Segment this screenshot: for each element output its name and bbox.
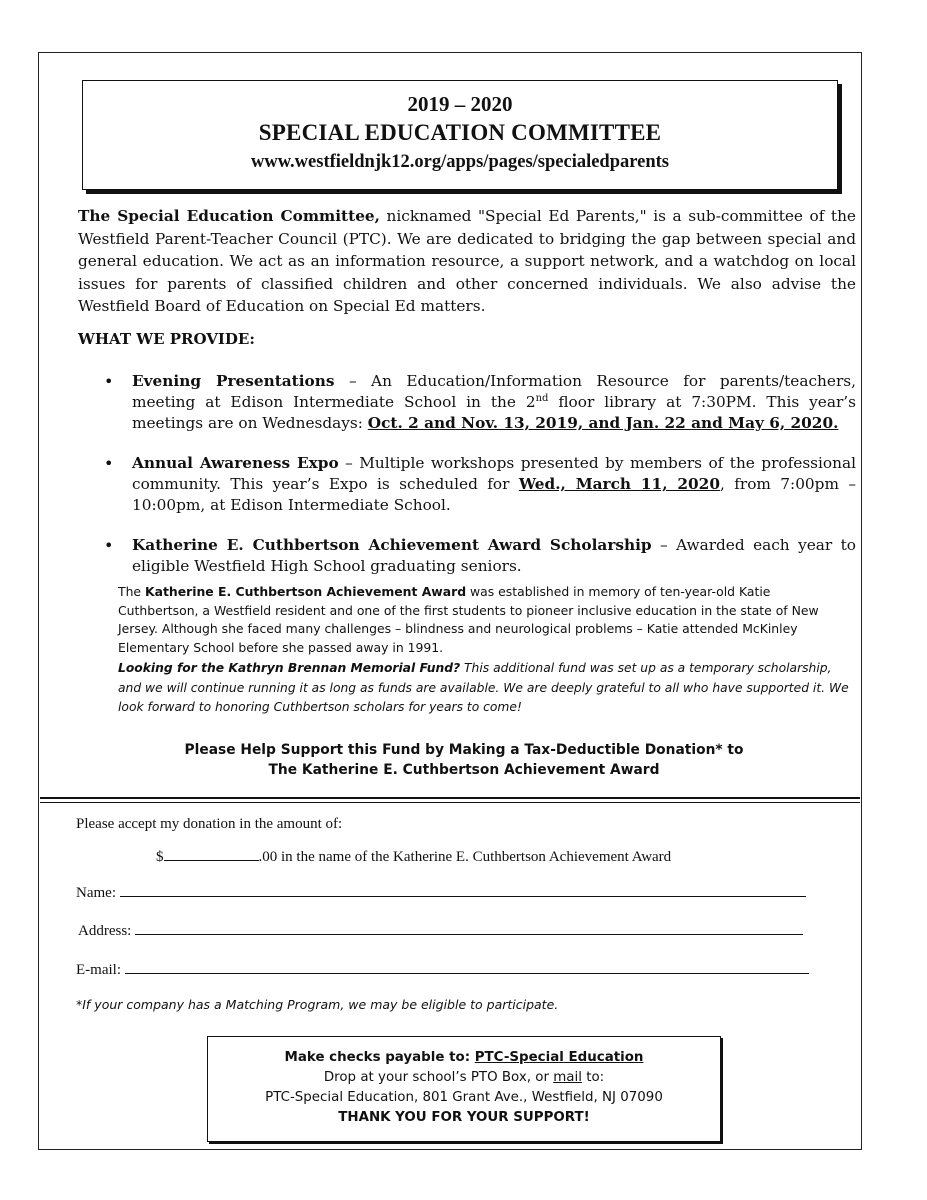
bullet-evening-presentations bbox=[104, 371, 856, 434]
amount-line bbox=[156, 846, 671, 866]
drop-prefix: Drop at your school’s PTO Box, or bbox=[323, 1070, 554, 1085]
memorial-text: This additional fund was set up as a temporary scholarship, and we will continue running it as long as funds are available. We are deeply grateful to all who have supported it. We look forward to honoring Cuthbertson scholars for years to come! bbox=[118, 661, 849, 714]
address-field[interactable] bbox=[135, 920, 803, 935]
support-appeal bbox=[150, 740, 778, 780]
bullet-text: , from 7:00pm – 10:00pm, at Edison Intermediate School. bbox=[132, 475, 857, 514]
email-field[interactable] bbox=[125, 959, 809, 974]
amount-text: .00 in the name of the Katherine E. Cuthbertson Achievement Award bbox=[258, 849, 672, 865]
amount-input[interactable] bbox=[164, 846, 259, 861]
checks-info-box bbox=[207, 1036, 721, 1142]
bullet-text: – An Education/Information Resource for parents/teachers, meeting at Edison Intermediate School in the 2 bbox=[132, 372, 856, 411]
bullet-icon: • bbox=[104, 536, 114, 555]
header-title: SPECIAL EDUCATION COMMITTEE bbox=[258, 120, 662, 145]
award-name: Katherine E. Cuthbertson Achievement Award bbox=[144, 584, 467, 599]
header-url[interactable]: www.westfieldnjk12.org/apps/pages/specialedparents bbox=[251, 152, 669, 172]
bullet-icon: • bbox=[104, 372, 114, 391]
bullet-text: floor library at 7:30PM. This year’s meetings are on Wednesdays: bbox=[132, 393, 856, 432]
divider-thin bbox=[40, 802, 860, 803]
payable-to: PTC-Special Education bbox=[474, 1050, 644, 1065]
bullet-title: Annual Awareness Expo bbox=[132, 454, 339, 472]
mailing-address: PTC-Special Education, 801 Grant Ave., Westfield, NJ 07090 bbox=[265, 1090, 663, 1105]
bullet-title: Evening Presentations bbox=[132, 372, 335, 390]
matching-program-note: *If your company has a Matching Program, we may be eligible to participate. bbox=[76, 997, 559, 1012]
name-label: Name: bbox=[76, 885, 116, 901]
memorial-fund-note bbox=[118, 659, 854, 718]
email-label: E-mail: bbox=[76, 962, 121, 978]
award-prefix: The bbox=[118, 584, 145, 599]
support-line-2: The Katherine E. Cuthbertson Achievement Award bbox=[268, 762, 660, 778]
header-year: 2019 – 2020 bbox=[407, 92, 513, 116]
mail-link[interactable]: mail bbox=[553, 1070, 582, 1085]
drop-line bbox=[208, 1068, 720, 1088]
meeting-dates: Oct. 2 and Nov. 13, 2019, and Jan. 22 and May 6, 2020. bbox=[367, 414, 839, 432]
name-field[interactable] bbox=[120, 882, 806, 897]
bullet-text: – Multiple workshops presented by members of the professional community. This year’s Expo is scheduled for bbox=[132, 454, 856, 493]
payable-prefix: Make checks payable to: bbox=[284, 1050, 475, 1065]
header-box bbox=[82, 80, 838, 190]
address-line bbox=[78, 920, 803, 940]
intro-body: nicknamed "Special Ed Parents," is a sub-committee of the Westfield Parent-Teacher Council (PTC). We are dedicated to bridging the gap between special and general education. We act as an information resource, a support network, and a watchdog on local issues for parents of classified children and other concerned individuals. We also advise the Westfield Board of Education on Special Ed matters. bbox=[78, 207, 856, 315]
bullet-icon: • bbox=[104, 454, 114, 473]
award-text: was established in memory of ten-year-old Katie Cuthbertson, a Westfield resident and one of the first students to pioneer inclusive education in the state of New Jersey. Although she faced many challenges – blindness and neurological problems – Katie attended McKinley Elementary School before she passed away in 1991. bbox=[118, 584, 819, 655]
drop-suffix: to: bbox=[581, 1070, 605, 1085]
bullet-awareness-expo bbox=[104, 453, 857, 516]
address-label: Address: bbox=[78, 923, 132, 939]
memorial-lead: Looking for the Kathryn Brennan Memorial Fund? bbox=[118, 661, 461, 675]
payable-line bbox=[208, 1048, 720, 1068]
support-line-1: Please Help Support this Fund by Making a Tax-Deductible Donation* to bbox=[184, 742, 744, 758]
divider-thick bbox=[40, 797, 860, 799]
bullet-scholarship bbox=[104, 535, 856, 577]
donation-intro: Please accept my donation in the amount of: bbox=[76, 816, 343, 832]
dollar-sign: $ bbox=[156, 849, 164, 865]
superscript: nd bbox=[535, 392, 549, 404]
thank-you: THANK YOU FOR YOUR SUPPORT! bbox=[338, 1110, 590, 1125]
award-description bbox=[118, 583, 848, 657]
bullet-text: – Awarded each year to eligible Westfield High School graduating seniors. bbox=[132, 536, 856, 575]
name-line bbox=[76, 882, 806, 902]
intro-paragraph bbox=[78, 205, 856, 318]
email-line bbox=[76, 959, 809, 979]
expo-date: Wed., March 11, 2020 bbox=[518, 475, 720, 493]
bullet-title: Katherine E. Cuthbertson Achievement Award Scholarship bbox=[132, 536, 652, 554]
what-we-provide-heading: WHAT WE PROVIDE: bbox=[78, 330, 255, 348]
intro-lead: The Special Education Committee, bbox=[78, 207, 380, 225]
